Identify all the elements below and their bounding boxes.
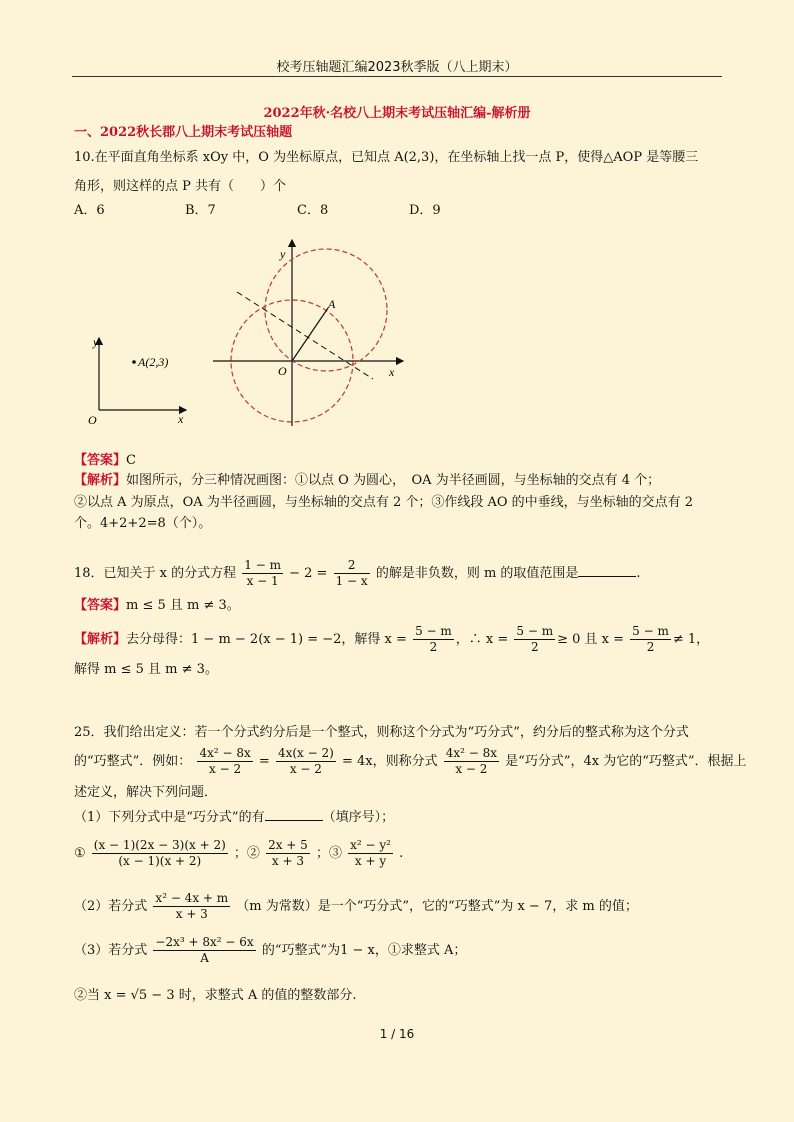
fraction bbox=[276, 746, 336, 777]
answer-blank bbox=[265, 808, 323, 821]
q18-mid: − 2 = bbox=[289, 566, 328, 581]
q25-options bbox=[74, 838, 403, 869]
analysis-tag: 【解析】 bbox=[74, 473, 127, 488]
q18-answer bbox=[74, 599, 240, 612]
denominator: 2 bbox=[646, 640, 655, 654]
analysis-text: ≠ 1， bbox=[672, 632, 710, 647]
header-divider bbox=[72, 76, 722, 77]
fraction bbox=[348, 838, 393, 869]
x-axis-label: x bbox=[178, 412, 184, 426]
q10-analysis-line1 bbox=[74, 474, 660, 487]
fraction bbox=[514, 624, 555, 655]
fraction bbox=[444, 746, 499, 777]
text: （填序号）； bbox=[322, 810, 395, 825]
q18-pre: 18．已知关于 x 的分式方程 bbox=[74, 566, 237, 581]
q25-line1: 25．我们给出定义：若一个分式约分后是一个整式，则称这个分式为“巧分式”，约分后的整式称为这个分式 bbox=[74, 725, 689, 740]
y-axis-label: y bbox=[93, 335, 99, 349]
numerator: 2x + 5 bbox=[268, 838, 308, 852]
q10-option-d: D．9 bbox=[409, 203, 441, 218]
q25-part3 bbox=[74, 935, 466, 966]
numerator: 4x² − 8x bbox=[199, 746, 251, 760]
q10-analysis-line2: ②以点 A 为原点，OA 为半径画圆，与坐标轴的交点有 2 个；③作线段 AO 的中垂线，与坐标轴的交点有 2 bbox=[74, 495, 694, 510]
numerator: 1 − m bbox=[244, 558, 281, 572]
denominator: x − 2 bbox=[209, 762, 242, 776]
q18-analysis bbox=[74, 624, 709, 655]
fraction bbox=[413, 624, 454, 655]
option-marker: ① bbox=[74, 846, 86, 861]
numerator: (x − 1)(2x − 3)(x + 2) bbox=[93, 838, 226, 852]
perpendicular-bisector bbox=[237, 292, 373, 379]
q25-part1 bbox=[74, 808, 394, 824]
fraction bbox=[334, 558, 370, 589]
q25-line3: 述定义，解决下列问题． bbox=[74, 785, 218, 800]
answer-tag: 【答案】 bbox=[74, 453, 127, 468]
answer-value: C bbox=[126, 453, 136, 468]
answer-value: m ≤ 5 且 m ≠ 3。 bbox=[126, 598, 240, 613]
q10-option-b: B．7 bbox=[185, 203, 216, 218]
origin-label: O bbox=[88, 413, 97, 427]
point-a bbox=[132, 360, 136, 364]
q18-stem bbox=[74, 558, 641, 589]
fraction bbox=[153, 935, 255, 966]
q10-option-c: C．8 bbox=[297, 203, 329, 218]
document-title: 2022年秋·名校八上期末考试压轴汇编-解析册 bbox=[263, 106, 531, 121]
denominator: x − 2 bbox=[289, 762, 322, 776]
point-a-label: A bbox=[328, 297, 336, 311]
analysis-text: ，∴ x = bbox=[455, 632, 509, 647]
page-number: 1 / 16 bbox=[379, 1027, 415, 1041]
figure-circles bbox=[208, 236, 408, 432]
answer-blank bbox=[578, 564, 636, 577]
q18-post: 的解是非负数，则 m 的取值范围是 bbox=[375, 566, 579, 581]
fraction bbox=[242, 558, 283, 589]
origin-label: O bbox=[278, 364, 287, 378]
denominator: x + y bbox=[354, 854, 387, 868]
numerator: 2 bbox=[334, 558, 370, 574]
q10-answer bbox=[74, 454, 136, 467]
page-header: 校考压轴题汇编2023秋季版（八上期末） bbox=[276, 60, 518, 75]
analysis-tag: 【解析】 bbox=[74, 632, 127, 647]
denominator: 2 bbox=[530, 640, 539, 654]
x-axis-label: x bbox=[389, 365, 395, 379]
fraction bbox=[153, 891, 230, 922]
text: （2）若分式 bbox=[74, 899, 148, 914]
analysis-text: ≥ 0 且 x = bbox=[557, 632, 625, 647]
text: . bbox=[399, 846, 404, 861]
q10-line2: 角形，则这样的点 P 共有（ ）个 bbox=[74, 179, 287, 194]
q25-part4: ②当 x = √5 − 3 时，求整式 A 的值的整数部分. bbox=[74, 988, 357, 1003]
segment-oa bbox=[292, 308, 328, 361]
analysis-text: 去分母得：1 − m − 2(x − 1) = −2，解得 x = bbox=[126, 632, 407, 647]
denominator: x + 3 bbox=[175, 907, 208, 921]
fraction bbox=[197, 746, 252, 777]
option-marker: ；③ bbox=[315, 846, 342, 861]
fraction bbox=[92, 838, 228, 869]
denominator: (x − 1)(x + 2) bbox=[118, 854, 202, 868]
analysis-text: 如图所示，分三种情况画图：①以点 O 为圆心， OA 为半径画圆，与坐标轴的交点有 4 个； bbox=[126, 473, 661, 488]
q10-line1: 10.在平面直角坐标系 xOy 中，O 为坐标原点，已知点 A(2,3)，在坐标轴上找一点 P，使得△AOP 是等腰三 bbox=[74, 150, 699, 165]
numerator: 4x² − 8x bbox=[445, 746, 498, 760]
equals: = bbox=[258, 754, 270, 769]
option-marker: ；② bbox=[233, 846, 260, 861]
text: 的“巧整式”．例如： bbox=[74, 754, 192, 769]
text: （m 为常数）是一个“巧分式”，它的“巧整式”为 x − 7，求 m 的值； bbox=[236, 899, 638, 914]
numerator: x² − y² bbox=[350, 838, 391, 852]
denominator: x − 2 bbox=[455, 762, 488, 776]
section-heading: 一、2022秋长郡八上期末考试压轴题 bbox=[74, 125, 293, 140]
denominator: x + 3 bbox=[271, 854, 304, 868]
numerator: x² − 4x + m bbox=[155, 891, 229, 905]
q18-end: . bbox=[636, 566, 641, 581]
text: 是“巧分式”，4x 为它的“巧整式”．根据上 bbox=[505, 754, 747, 769]
point-a-label: A(2,3) bbox=[138, 355, 169, 369]
q25-part2 bbox=[74, 891, 638, 922]
numerator: 4x(x − 2) bbox=[277, 746, 334, 760]
text: （3）若分式 bbox=[74, 943, 148, 958]
numerator: 5 − m bbox=[632, 624, 669, 638]
numerator: −2x³ + 8x² − 6x bbox=[155, 935, 254, 949]
answer-tag: 【答案】 bbox=[74, 598, 127, 613]
text: = 4x，则称分式 bbox=[341, 754, 438, 769]
q10-option-a: A．6 bbox=[74, 203, 105, 218]
fraction bbox=[266, 838, 310, 869]
denominator: 1 − x bbox=[335, 574, 368, 588]
fraction bbox=[630, 624, 671, 655]
q18-analysis-end: 解得 m ≤ 5 且 m ≠ 3。 bbox=[74, 662, 218, 677]
numerator: 5 − m bbox=[516, 624, 554, 638]
denominator: 2 bbox=[429, 640, 438, 654]
text: （1）下列分式中是“巧分式”的有 bbox=[74, 810, 265, 825]
q10-analysis-line3: 个。4+2+2=8（个）。 bbox=[74, 516, 212, 531]
y-axis-label: y bbox=[280, 247, 286, 261]
denominator: A bbox=[200, 951, 209, 965]
figure-coordinate-plane bbox=[76, 330, 196, 430]
q25-line2 bbox=[74, 746, 747, 777]
numerator: 5 − m bbox=[415, 624, 452, 638]
denominator: x − 1 bbox=[246, 574, 279, 588]
text: 的“巧整式”为1 − x，①求整式 A； bbox=[261, 943, 467, 958]
